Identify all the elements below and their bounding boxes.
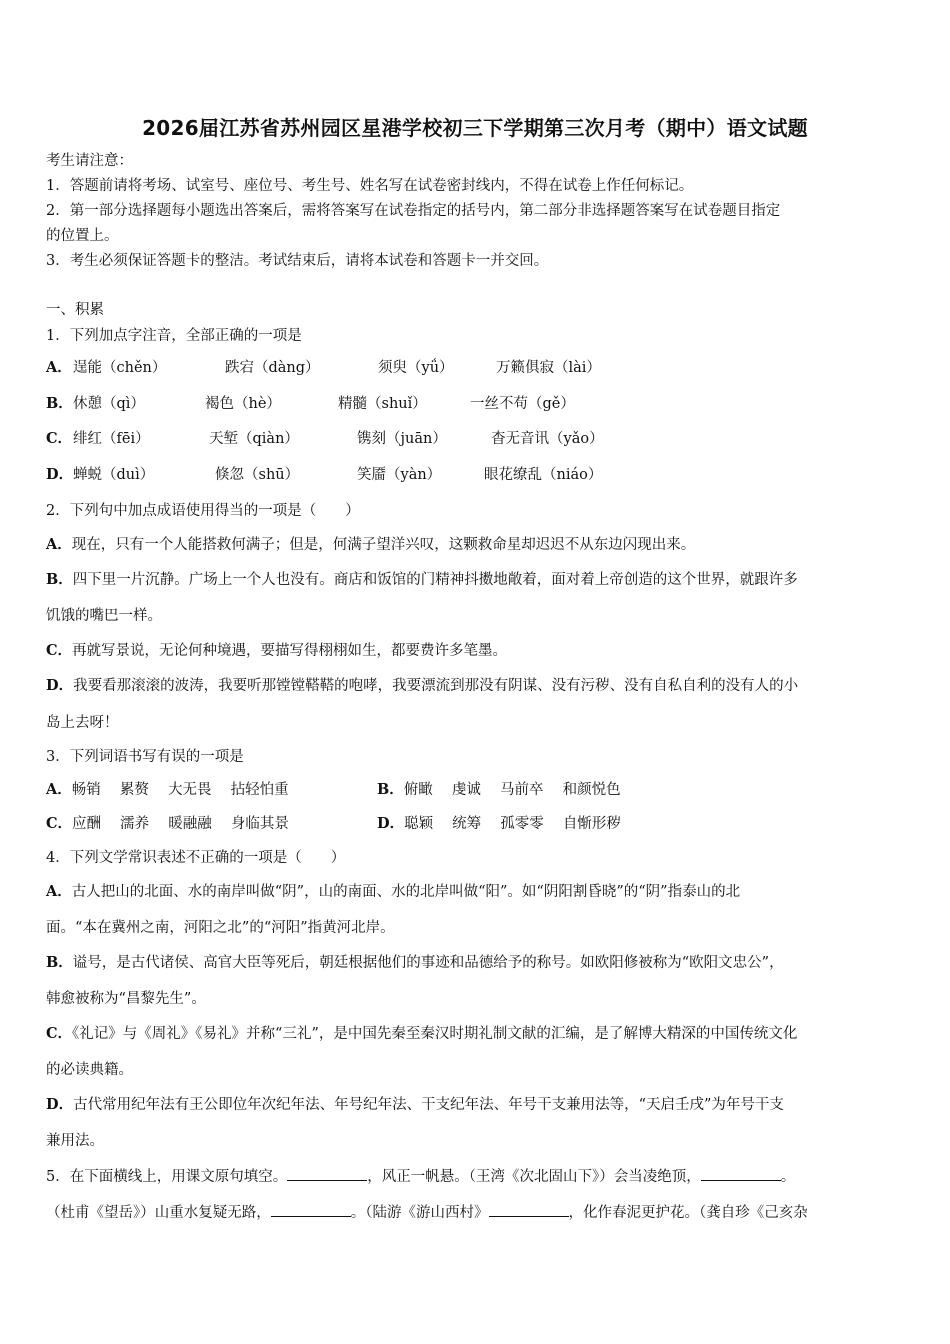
q2-option-b: B．四下里一片沉静。广场上一个人也没有。商店和饭馆的门精神抖擞地敞着，面对着上帝创造的这个世界，就跟许多: [46, 571, 798, 588]
q5-text: 。（陆游《游山西村》: [350, 1205, 489, 1221]
q4-option-d: D．古代常用纪年法有王公即位年次纪年法、年号纪年法、干支纪年法、年号干支兼用法等，“天启壬戌”为年号干支: [46, 1096, 784, 1113]
q5-text: 。: [780, 1169, 796, 1185]
q4-option-c-cont: 的必读典籍。: [46, 1062, 133, 1078]
q4-option-a: A．古人把山的北面、水的南岸叫做“阴”，山的南面、水的北岸叫做“阳”。如“阴阳割昏晓”的“阴”指泰山的北: [46, 883, 741, 900]
q1-option-item: 笑靥（yàn）: [357, 467, 442, 483]
notice-heading: 考生请注意：: [46, 153, 133, 169]
q1-option-letter: A．: [46, 359, 72, 376]
q2-option-d: D．我要看那滚滚的波涛，我要听那镗镗鞳鞳的咆哮，我要漂流到那没有阴谋、没有污秽、没有自私自利的没有人的小: [46, 677, 799, 694]
q5-text: （杜甫《望岳》）山重水复疑无路，: [46, 1205, 271, 1221]
q1-option-item: 蝉蜕（duì）: [73, 467, 155, 483]
q2-option-a: A．现在，只有一个人能搭救何满子；但是，何满子望洋兴叹，这颗救命星却迟迟不从东边闪现出来。: [46, 536, 696, 553]
q4-option-b-cont: 韩愈被称为“昌黎先生”。: [46, 991, 206, 1007]
q1-option-item: 褐色（hè）: [205, 396, 281, 412]
q2-stem: 2．下列句中加点成语使用得当的一项是（ ）: [46, 503, 360, 519]
exam-title: 2026届江苏省苏州园区星港学校初三下学期第三次月考（期中）语文试题: [142, 116, 808, 140]
q1-option-item: 跌宕（dàng）: [225, 360, 320, 376]
q3-stem: 3．下列词语书写有误的一项是: [46, 749, 244, 765]
fill-blank[interactable]: [701, 1166, 781, 1181]
q3-option-a: A．畅销 累赘 大无畏 拈轻怕重: [46, 781, 289, 798]
q5-text: ，化作春泥更护花。（龚自珍《己亥杂: [568, 1205, 808, 1221]
q3-option-b: B．俯瞰 虔诚 马前卒 和颜悦色: [377, 781, 621, 798]
q5-line-2: [46, 1202, 808, 1223]
q4-option-a-cont: 面。“本在冀州之南，河阳之北”的“河阳”指黄河北岸。: [46, 920, 395, 936]
q1-option-item: 天堑（qiàn）: [209, 431, 299, 447]
notice-item-3: 3．考生必须保证答题卡的整洁。考试结束后，请将本试卷和答题卡一并交回。: [46, 253, 549, 269]
fill-blank[interactable]: [271, 1202, 351, 1217]
notice-item-2-cont: 的位置上。: [46, 228, 119, 244]
q2-option-d-cont: 岛上去呀！: [46, 715, 119, 731]
q1-option-letter: C．: [46, 430, 73, 447]
q1-option-item: 眼花缭乱（niáo）: [484, 467, 603, 483]
q5-text: ，风正一帆悬。（王湾《次北固山下》）会当凌绝顶，: [367, 1169, 701, 1185]
q1-option-item: 倏忽（shū）: [215, 467, 300, 483]
q4-stem: 4．下列文学常识表述不正确的一项是（ ）: [46, 850, 346, 866]
q1-option-item: 万籁俱寂（lài）: [496, 360, 601, 376]
q1-option-item: 逞能（chěn）: [73, 360, 167, 376]
q1-option-item: 须臾（yǘ）: [378, 360, 454, 376]
q1-stem: 1．下列加点字注音，全部正确的一项是: [46, 328, 302, 344]
notice-item-2: 2．第一部分选择题每小题选出答案后，需将答案写在试卷指定的括号内，第二部分非选择题答案写在试卷题目指定: [46, 203, 781, 219]
q3-option-d: D．聪颖 统筹 孤零零 自惭形秽: [377, 815, 621, 832]
q1-option-item: 绯红（fēi）: [73, 431, 150, 447]
notice-item-1: 1．答题前请将考场、试室号、座位号、考生号、姓名写在试卷密封线内，不得在试卷上作任何标记。: [46, 178, 694, 194]
q3-option-c: C．应酬 濡养 暖融融 身临其景: [46, 815, 289, 832]
q1-option-item: 精髓（shuǐ）: [338, 396, 427, 412]
q1-option-item: 一丝不苟（gě）: [470, 396, 575, 412]
q4-option-b: B．谥号，是古代诸侯、高官大臣等死后，朝廷根据他们的事迹和品德给予的称号。如欧阳修被称为“欧阳文忠公”，: [46, 954, 784, 971]
q5-text: 5．在下面横线上，用课文原句填空。: [46, 1169, 288, 1185]
q4-option-d-cont: 兼用法。: [46, 1133, 104, 1149]
q4-option-c: C．《礼记》与《周礼》《易礼》并称“三礼”，是中国先秦至秦汉时期礼制文献的汇编，是了解博大精深的中国传统文化: [46, 1025, 798, 1042]
q1-option-item: 杳无音讯（yǎo）: [491, 431, 604, 447]
q2-option-b-cont: 饥饿的嘴巴一样。: [46, 608, 162, 624]
q1-option-letter: D．: [46, 466, 74, 483]
q5-line-1: [46, 1166, 795, 1187]
q1-option-item: 休憩（qì）: [73, 396, 145, 412]
q1-option-letter: B．: [46, 395, 73, 412]
fill-blank[interactable]: [287, 1166, 367, 1181]
section-heading: 一、积累: [46, 302, 104, 318]
fill-blank[interactable]: [489, 1202, 569, 1217]
q2-option-c: C．再就写景说，无论何种境遇，要描写得栩栩如生，都要费许多笔墨。: [46, 642, 508, 659]
q1-option-item: 镌刻（juān）: [357, 431, 447, 447]
